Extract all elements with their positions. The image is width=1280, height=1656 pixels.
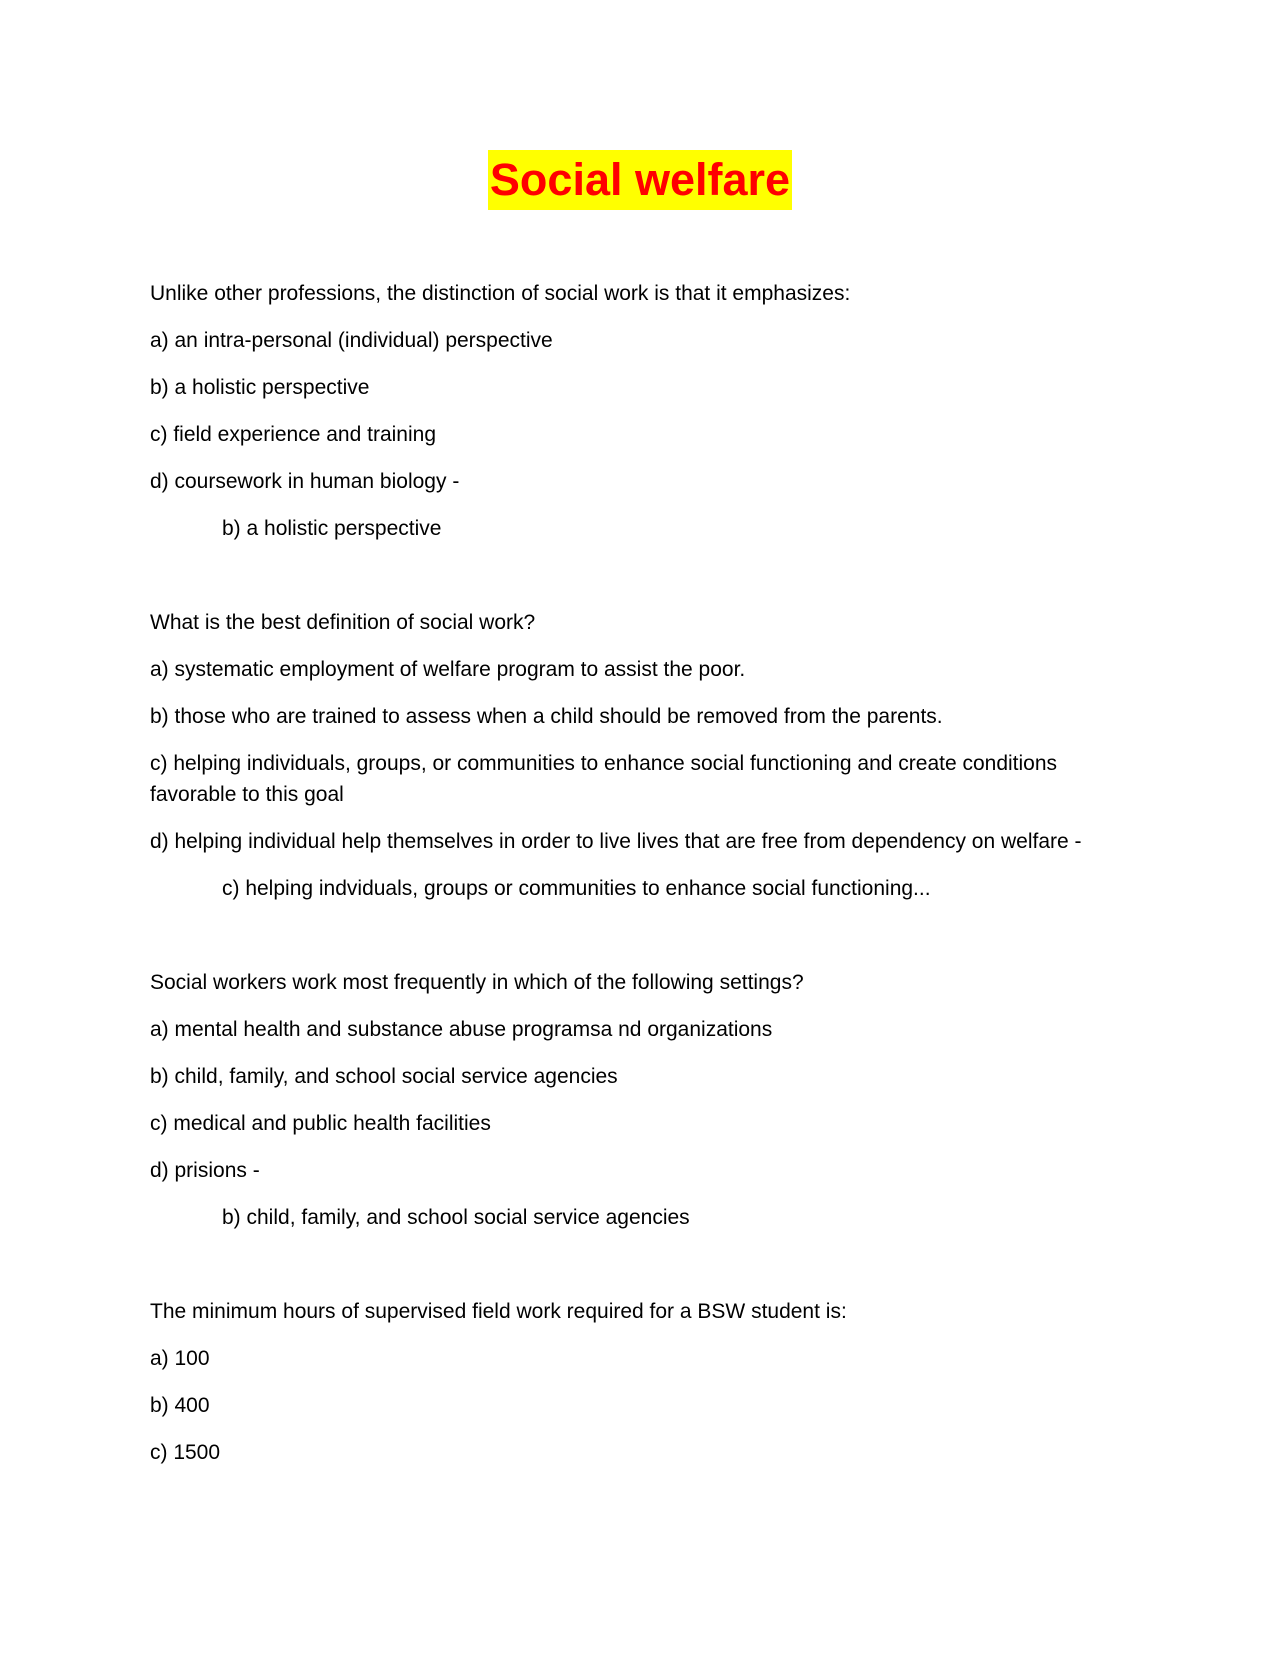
answer-text: b) a holistic perspective bbox=[222, 517, 442, 540]
option-item: b) child, family, and school social service agencies bbox=[150, 1065, 618, 1088]
spacer bbox=[150, 1249, 1130, 1296]
option-item: b) 400 bbox=[150, 1394, 210, 1417]
question-text: Social workers work most frequently in which of the following settings? bbox=[150, 971, 804, 994]
spacer bbox=[150, 920, 1130, 967]
option-item: d) coursework in human biology - bbox=[150, 470, 460, 493]
question-text: What is the best definition of social work? bbox=[150, 611, 536, 634]
option-item: a) mental health and substance abuse programsa nd organizations bbox=[150, 1018, 773, 1041]
answer-text: b) child, family, and school social service agencies bbox=[222, 1206, 690, 1229]
question-block bbox=[150, 607, 1130, 904]
option-item: c) helping individuals, groups, or communities to enhance social functioning and create conditions favorable to this goal bbox=[150, 752, 1058, 806]
answer-text: c) helping indviduals, groups or communities to enhance social functioning... bbox=[222, 877, 931, 900]
question-block bbox=[150, 967, 1130, 1233]
question-text: The minimum hours of supervised field work required for a BSW student is: bbox=[150, 1300, 847, 1323]
document-content bbox=[150, 278, 1130, 1484]
spacer bbox=[150, 560, 1130, 607]
option-item: b) a holistic perspective bbox=[150, 376, 370, 399]
option-item: d) helping individual help themselves in order to live lives that are free from dependency on welfare - bbox=[150, 830, 1082, 853]
option-item: a) 100 bbox=[150, 1347, 210, 1370]
option-item: d) prisions - bbox=[150, 1159, 260, 1182]
option-item: a) an intra-personal (individual) perspective bbox=[150, 329, 553, 352]
title-wrap bbox=[0, 150, 1280, 210]
option-item: c) field experience and training bbox=[150, 423, 437, 446]
question-block bbox=[150, 1296, 1130, 1468]
option-item: c) medical and public health facilities bbox=[150, 1112, 491, 1135]
question-text: Unlike other professions, the distinction of social work is that it emphasizes: bbox=[150, 282, 851, 305]
option-item: c) 1500 bbox=[150, 1441, 221, 1464]
page-title: Social welfare bbox=[488, 150, 792, 210]
question-block bbox=[150, 278, 1130, 544]
option-item: a) systematic employment of welfare program to assist the poor. bbox=[150, 658, 746, 681]
option-item: b) those who are trained to assess when a child should be removed from the parents. bbox=[150, 705, 943, 728]
